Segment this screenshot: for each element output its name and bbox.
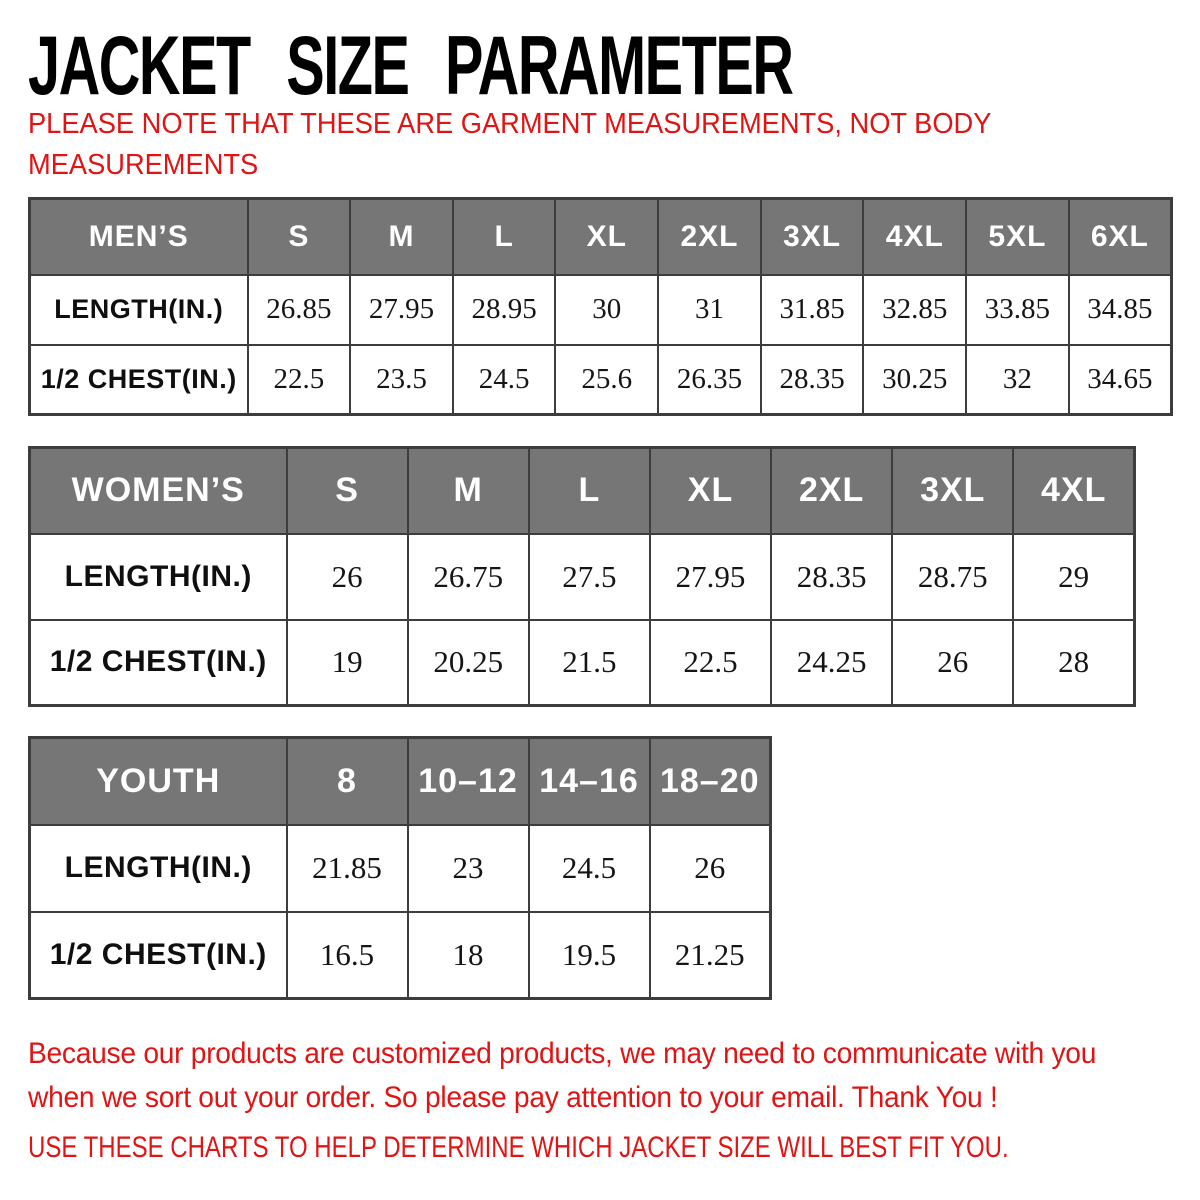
measurement-value-cell: 28.95 xyxy=(453,275,556,345)
row-label-cell: LENGTH(IN.) xyxy=(30,534,287,620)
measurement-value-cell: 24.25 xyxy=(771,620,892,706)
size-header-cell: 14–16 xyxy=(529,738,650,825)
measurement-value-cell: 30.25 xyxy=(863,345,966,415)
chart-usage-hint: USE THESE CHARTS TO HELP DETERMINE WHICH JACKET SIZE WILL BEST FIT YOU. xyxy=(28,1131,1009,1164)
measurement-value-cell: 28.75 xyxy=(892,534,1013,620)
measurement-value-cell: 30 xyxy=(555,275,658,345)
table-row xyxy=(30,534,1135,620)
youth-header-row xyxy=(30,738,771,825)
measurement-value-cell: 34.65 xyxy=(1069,345,1172,415)
size-header-cell: 6XL xyxy=(1069,199,1172,275)
measurement-value-cell: 27.5 xyxy=(529,534,650,620)
measurement-value-cell: 26 xyxy=(650,825,771,912)
table-row xyxy=(30,912,771,999)
row-label-cell: 1/2 CHEST(IN.) xyxy=(30,345,248,415)
size-header-cell: XL xyxy=(555,199,658,275)
note-line: MEASUREMENTS xyxy=(28,149,259,181)
measurement-value-cell: 22.5 xyxy=(248,345,351,415)
measurement-value-cell: 22.5 xyxy=(650,620,771,706)
measurement-value-cell: 20.25 xyxy=(408,620,529,706)
size-header-cell: S xyxy=(248,199,351,275)
size-header-cell: S xyxy=(287,448,408,534)
measurement-value-cell: 31.85 xyxy=(761,275,864,345)
garment-measurement-note xyxy=(28,104,991,186)
notice-line: when we sort out your order. So please pay attention to your email. Thank You ! xyxy=(28,1081,998,1114)
measurement-value-cell: 24.5 xyxy=(453,345,556,415)
size-header-cell: M xyxy=(350,199,453,275)
measurement-value-cell: 32 xyxy=(966,345,1069,415)
measurement-value-cell: 19 xyxy=(287,620,408,706)
youth-size-table xyxy=(28,736,772,1000)
note-line: PLEASE NOTE THAT THESE ARE GARMENT MEASUREMENTS, NOT BODY xyxy=(28,108,992,140)
size-header-cell: 10–12 xyxy=(408,738,529,825)
table-row xyxy=(30,825,771,912)
measurement-value-cell: 26 xyxy=(287,534,408,620)
measurement-value-cell: 21.85 xyxy=(287,825,408,912)
measurement-value-cell: 27.95 xyxy=(350,275,453,345)
size-header-cell: XL xyxy=(650,448,771,534)
measurement-value-cell: 19.5 xyxy=(529,912,650,999)
measurement-value-cell: 28.35 xyxy=(771,534,892,620)
size-header-cell: 5XL xyxy=(966,199,1069,275)
measurement-value-cell: 32.85 xyxy=(863,275,966,345)
measurement-value-cell: 23.5 xyxy=(350,345,453,415)
size-header-cell: 2XL xyxy=(658,199,761,275)
size-header-cell: 18–20 xyxy=(650,738,771,825)
size-header-cell: 4XL xyxy=(1013,448,1134,534)
measurement-value-cell: 21.25 xyxy=(650,912,771,999)
measurement-value-cell: 28 xyxy=(1013,620,1134,706)
row-label-cell: LENGTH(IN.) xyxy=(30,275,248,345)
row-label-cell: LENGTH(IN.) xyxy=(30,825,287,912)
size-header-cell: 3XL xyxy=(761,199,864,275)
measurement-value-cell: 16.5 xyxy=(287,912,408,999)
size-header-cell: L xyxy=(453,199,556,275)
table-row xyxy=(30,345,1172,415)
measurement-value-cell: 26.75 xyxy=(408,534,529,620)
size-header-cell: 4XL xyxy=(863,199,966,275)
measurement-value-cell: 29 xyxy=(1013,534,1134,620)
row-label-cell: 1/2 CHEST(IN.) xyxy=(30,620,287,706)
size-header-cell: 2XL xyxy=(771,448,892,534)
womens-size-table xyxy=(28,446,1136,707)
measurement-value-cell: 24.5 xyxy=(529,825,650,912)
table-row xyxy=(30,275,1172,345)
measurement-value-cell: 27.95 xyxy=(650,534,771,620)
table-row xyxy=(30,620,1135,706)
table-title-cell: WOMEN’S xyxy=(30,448,287,534)
measurement-value-cell: 25.6 xyxy=(555,345,658,415)
size-header-cell: M xyxy=(408,448,529,534)
size-header-cell: L xyxy=(529,448,650,534)
page-title: JACKET SIZE PARAMETER xyxy=(28,18,793,112)
notice-line: Because our products are customized products, we may need to communicate with you xyxy=(28,1037,1097,1070)
mens-size-table xyxy=(28,197,1173,416)
size-header-cell: 3XL xyxy=(892,448,1013,534)
table-title-cell: YOUTH xyxy=(30,738,287,825)
measurement-value-cell: 23 xyxy=(408,825,529,912)
customization-notice xyxy=(28,1032,1096,1120)
measurement-value-cell: 26.35 xyxy=(658,345,761,415)
measurement-value-cell: 34.85 xyxy=(1069,275,1172,345)
measurement-value-cell: 26 xyxy=(892,620,1013,706)
measurement-value-cell: 33.85 xyxy=(966,275,1069,345)
measurement-value-cell: 21.5 xyxy=(529,620,650,706)
row-label-cell: 1/2 CHEST(IN.) xyxy=(30,912,287,999)
womens-header-row xyxy=(30,448,1135,534)
measurement-value-cell: 26.85 xyxy=(248,275,351,345)
measurement-value-cell: 18 xyxy=(408,912,529,999)
table-title-cell: MEN’S xyxy=(30,199,248,275)
measurement-value-cell: 28.35 xyxy=(761,345,864,415)
mens-header-row xyxy=(30,199,1172,275)
size-header-cell: 8 xyxy=(287,738,408,825)
measurement-value-cell: 31 xyxy=(658,275,761,345)
